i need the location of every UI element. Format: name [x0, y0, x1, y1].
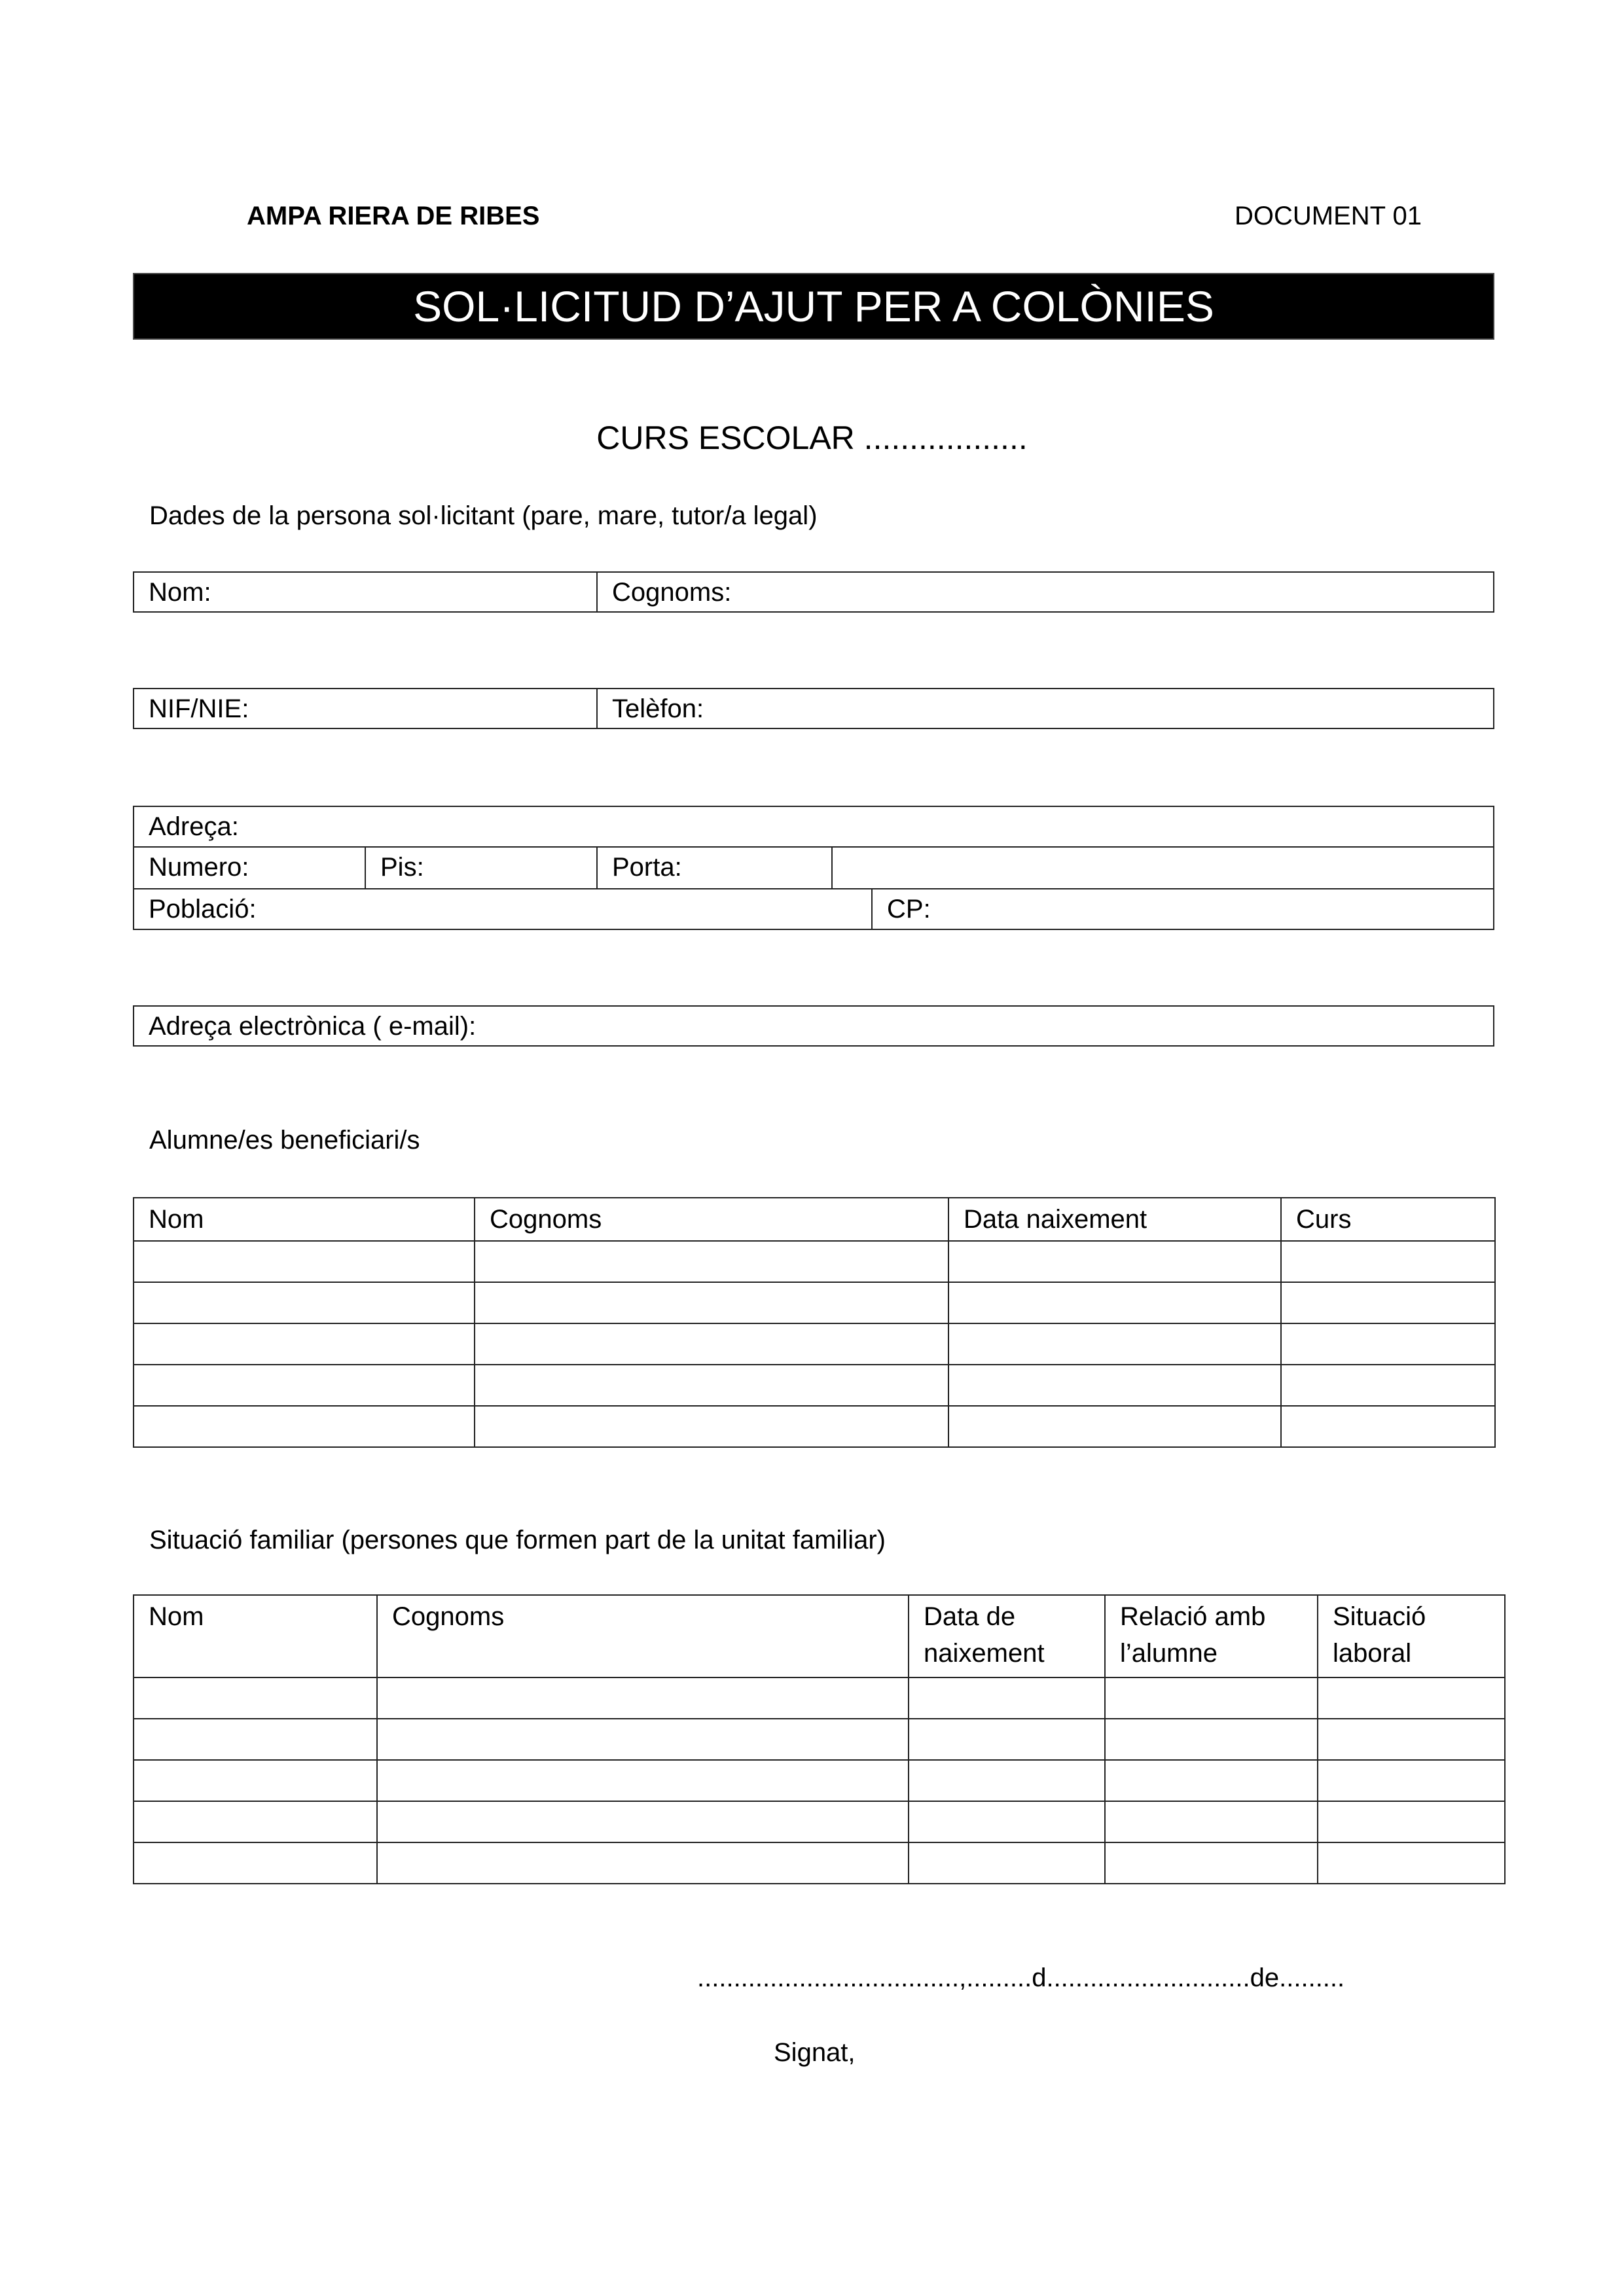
column-header: Data naixement — [948, 1198, 1281, 1241]
table-cell[interactable] — [1318, 1719, 1505, 1760]
column-header: Relació amb l’alumne — [1105, 1595, 1318, 1677]
table-cell[interactable] — [1105, 1842, 1318, 1884]
name-row — [133, 571, 1494, 613]
table-row — [134, 1282, 1495, 1323]
table-cell[interactable] — [475, 1241, 948, 1282]
porta-field[interactable] — [596, 848, 832, 888]
table-cell[interactable] — [1281, 1241, 1495, 1282]
city-row — [133, 888, 1494, 930]
poblacio-field[interactable]: Població: — [149, 895, 257, 924]
form-title: SOL·LICITUD D’AJUT PER A COLÒNIES — [413, 282, 1214, 331]
table-cell[interactable] — [948, 1282, 1281, 1323]
column-header: Data de naixement — [909, 1595, 1105, 1677]
family-table — [133, 1594, 1506, 1884]
table-cell[interactable] — [475, 1323, 948, 1365]
telefon-field[interactable] — [596, 689, 1493, 728]
table-cell[interactable] — [134, 1365, 475, 1406]
table-row — [134, 1323, 1495, 1365]
table-cell[interactable] — [475, 1365, 948, 1406]
table-cell[interactable] — [1105, 1760, 1318, 1801]
column-header: Nom — [134, 1198, 475, 1241]
cp-label: CP: — [887, 895, 931, 924]
table-cell[interactable] — [1318, 1760, 1505, 1801]
table-cell[interactable] — [1281, 1406, 1495, 1447]
table-cell[interactable] — [134, 1323, 475, 1365]
date-place-line[interactable]: ....................................,.........d............................de......... — [697, 1964, 1345, 1992]
table-cell[interactable] — [377, 1719, 909, 1760]
table-cell[interactable] — [909, 1760, 1105, 1801]
table-cell[interactable] — [1318, 1801, 1505, 1842]
table-cell[interactable] — [134, 1842, 377, 1884]
document-id: DOCUMENT 01 — [1235, 202, 1422, 230]
table-row — [134, 1365, 1495, 1406]
table-header-row — [134, 1595, 1505, 1677]
table-cell[interactable] — [134, 1282, 475, 1323]
table-cell[interactable] — [909, 1842, 1105, 1884]
nif-field[interactable]: NIF/NIE: — [149, 694, 249, 723]
table-cell[interactable] — [134, 1241, 475, 1282]
table-cell[interactable] — [134, 1406, 475, 1447]
email-label: Adreça electrònica ( e-mail): — [149, 1012, 477, 1041]
table-cell[interactable] — [948, 1241, 1281, 1282]
table-header-row — [134, 1198, 1495, 1241]
blank-cell — [831, 848, 1493, 888]
table-cell[interactable] — [1318, 1677, 1505, 1719]
adreca-field[interactable] — [133, 806, 1494, 848]
signature-label: Signat, — [774, 2038, 856, 2067]
column-header: Cognoms — [475, 1198, 948, 1241]
table-cell[interactable] — [909, 1719, 1105, 1760]
table-cell[interactable] — [134, 1801, 377, 1842]
table-cell[interactable] — [909, 1677, 1105, 1719]
table-cell[interactable] — [1105, 1677, 1318, 1719]
table-cell[interactable] — [475, 1282, 948, 1323]
id-row — [133, 688, 1494, 729]
pis-label: Pis: — [380, 853, 424, 882]
table-cell[interactable] — [1318, 1842, 1505, 1884]
table-cell[interactable] — [909, 1801, 1105, 1842]
adreca-label: Adreça: — [149, 812, 239, 841]
pis-field[interactable] — [365, 848, 597, 888]
telefon-label: Telèfon: — [612, 694, 704, 723]
table-row — [134, 1719, 1505, 1760]
table-cell[interactable] — [377, 1677, 909, 1719]
students-heading: Alumne/es beneficiari/s — [149, 1126, 420, 1155]
students-table — [133, 1197, 1496, 1448]
school-year: CURS ESCOLAR .................. — [596, 420, 1028, 456]
applicant-heading: Dades de la persona sol·licitant (pare, mare, tutor/a legal) — [149, 501, 818, 530]
table-cell[interactable] — [948, 1365, 1281, 1406]
cognoms-label: Cognoms: — [612, 578, 732, 607]
table-row — [134, 1760, 1505, 1801]
column-header: Situació laboral — [1318, 1595, 1505, 1677]
table-row — [134, 1241, 1495, 1282]
numero-field[interactable]: Numero: — [149, 853, 249, 882]
cp-field[interactable] — [871, 889, 1493, 929]
table-cell[interactable] — [948, 1323, 1281, 1365]
column-header: Curs — [1281, 1198, 1495, 1241]
table-cell[interactable] — [377, 1760, 909, 1801]
table-row — [134, 1842, 1505, 1884]
title-bar — [133, 273, 1494, 340]
organization-name: AMPA RIERA DE RIBES — [247, 202, 540, 230]
table-cell[interactable] — [1281, 1323, 1495, 1365]
table-cell[interactable] — [948, 1406, 1281, 1447]
table-cell[interactable] — [377, 1801, 909, 1842]
column-header: Nom — [134, 1595, 377, 1677]
table-cell[interactable] — [134, 1760, 377, 1801]
table-cell[interactable] — [1281, 1365, 1495, 1406]
table-row — [134, 1801, 1505, 1842]
nom-field[interactable]: Nom: — [149, 578, 211, 607]
address-detail-row — [133, 846, 1494, 889]
table-cell[interactable] — [1105, 1719, 1318, 1760]
porta-label: Porta: — [612, 853, 682, 882]
column-header: Cognoms — [377, 1595, 909, 1677]
table-row — [134, 1406, 1495, 1447]
table-cell[interactable] — [475, 1406, 948, 1447]
cognoms-field[interactable] — [596, 573, 1493, 611]
table-cell[interactable] — [1105, 1801, 1318, 1842]
table-cell[interactable] — [377, 1842, 909, 1884]
table-cell[interactable] — [134, 1677, 377, 1719]
table-cell[interactable] — [134, 1719, 377, 1760]
family-heading: Situació familiar (persones que formen part de la unitat familiar) — [149, 1526, 886, 1554]
table-row — [134, 1677, 1505, 1719]
email-field[interactable] — [133, 1005, 1494, 1047]
table-cell[interactable] — [1281, 1282, 1495, 1323]
